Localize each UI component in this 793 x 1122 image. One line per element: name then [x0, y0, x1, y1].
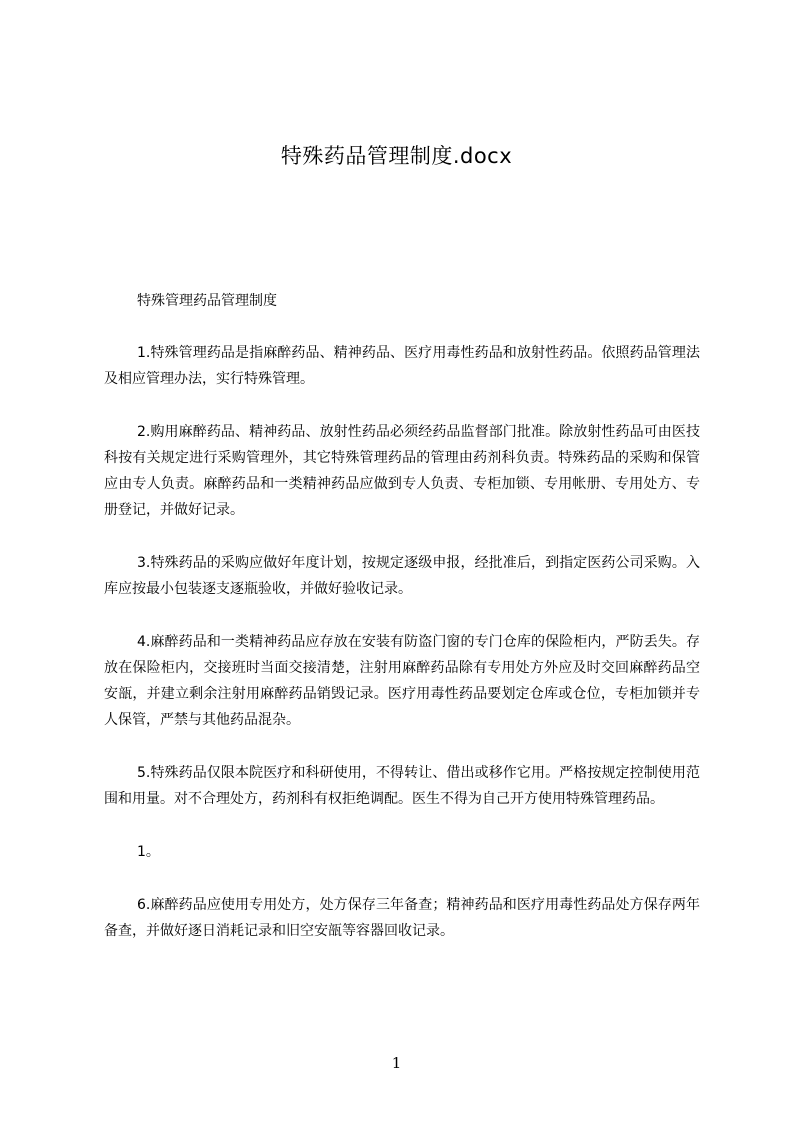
document-title: 特殊药品管理制度.docx [280, 144, 513, 168]
paragraph-6: 6.麻醉药品应使用专用处方，处方保存三年备查；精神药品和医疗用毒性药品处方保存两年备查，并做好逐日消耗记录和旧空安瓿等容器回收记录。 [104, 897, 700, 939]
document-body [104, 288, 700, 971]
paragraph-5: 5.特殊药品仅限本院医疗和科研使用，不得转让、借出或移作它用。严格按规定控制使用范围和用量。对不合理处方，药剂科有权拒绝调配。医生不得为自己开方使用特殊管理药品。 [104, 765, 700, 807]
paragraph-2: 2.购用麻醉药品、精神药品、放射性药品必须经药品监督部门批准。除放射性药品可由医技科按有关规定进行采购管理外，其它特殊管理药品的管理由药剂科负责。特殊药品的采购和保管应由专人负责。麻醉药品和一类精神药品应做到专人负责、专柜加锁、专用帐册、专用处方、专册登记，并做好记录。 [104, 424, 700, 518]
paragraph-4: 4.麻醉药品和一类精神药品应存放在安装有防盗门窗的专门仓库的保险柜内，严防丢失。存放在保险柜内，交接班时当面交接清楚，注射用麻醉药品除有专用处方外应及时交回麻醉药品空安瓿，并建立剩余注射用麻醉药品销毁记录。医疗用毒性药品要划定仓库或仓位，专柜加锁并专人保管，严禁与其他药品混杂。 [104, 634, 700, 728]
paragraph-1: 1.特殊管理药品是指麻醉药品、精神药品、医疗用毒性药品和放射性药品。依照药品管理法及相应管理办法，实行特殊管理。 [104, 345, 700, 387]
paragraph-fragment: 1。 [137, 844, 160, 860]
section-heading: 特殊管理药品管理制度 [137, 293, 277, 309]
page-number: 1 [391, 1054, 402, 1072]
paragraph-3: 3.特殊药品的采购应做好年度计划，按规定逐级申报，经批准后，到指定医药公司采购。入库应按最小包装逐支逐瓶验收，并做好验收记录。 [104, 555, 700, 597]
